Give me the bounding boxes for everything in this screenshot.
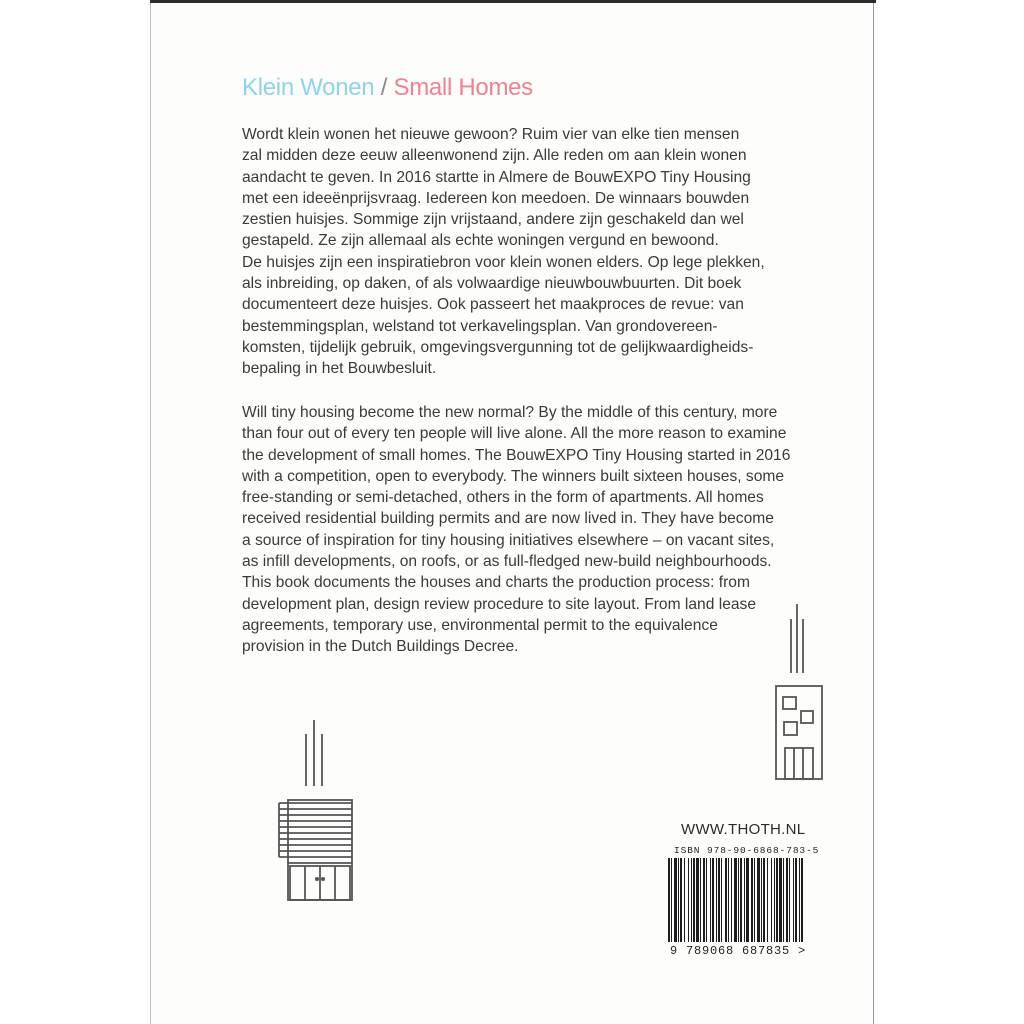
barcode-bar: [754, 858, 755, 942]
barcode-bar: [774, 858, 775, 942]
barcode-bar: [746, 858, 749, 942]
isbn-number: ISBN 978-90-6868-783-5: [674, 845, 820, 856]
barcode-bar: [688, 858, 689, 942]
barcode-bar: [740, 858, 742, 942]
barcode-bar: [684, 858, 685, 942]
text-line: bepaling in het Bouwbesluit.: [242, 360, 437, 378]
barcode-bar: [776, 858, 778, 942]
barcode-bar: [793, 858, 794, 942]
house-door: [785, 748, 813, 779]
barcode-bar: [678, 858, 679, 942]
barcode-bar: [691, 858, 692, 942]
barcode-bar: [718, 858, 720, 942]
house-window: [801, 711, 813, 723]
text-line: komsten, tijdelijk gebruik, omgevingsvergunning tot de gelijkwaardigheids-: [242, 338, 754, 356]
barcode-bar: [671, 858, 672, 942]
barcode: [668, 858, 808, 944]
text-line: with a competition, open to everybody. The winners built sixteen houses, some: [242, 467, 785, 485]
barcode-bar: [761, 858, 762, 942]
barcode-bar: [738, 858, 739, 942]
barcode-bar: [712, 858, 714, 942]
door-knob: [322, 878, 324, 880]
barcode-bar: [700, 858, 701, 942]
barcode-bar: [779, 858, 782, 942]
house-window: [783, 697, 796, 709]
publisher-website: WWW.THOTH.NL: [681, 821, 806, 838]
text-line: documenteert deze huisjes. Ook passeert het maakproces de revue: van: [242, 296, 744, 314]
barcode-bar: [771, 858, 772, 942]
barcode-bar: [757, 858, 760, 942]
text-line: zal midden deze eeuw alleenwonend zijn. Alle reden om aan klein wonen: [242, 147, 747, 165]
text-line: De huisjes zijn een inspiratiebron voor klein wonen elders. Op lege plekken,: [242, 253, 765, 271]
english-description: [242, 402, 842, 658]
text-line: than four out of every ten people will live alone. All the more reason to examine: [242, 425, 787, 443]
text-line: als inbreiding, op daken, of als volwaardige nieuwbouwbuurten. Dit boek: [242, 275, 742, 293]
barcode-bar: [696, 858, 699, 942]
text-line: zestien huisjes. Sommige zijn vrijstaand, andere zijn geschakeld dan wel: [242, 211, 744, 229]
text-line: agreements, temporary use, environmental permit to the equivalence: [242, 616, 718, 634]
barcode-bar: [795, 858, 797, 942]
barcode-bar: [721, 858, 722, 942]
title-separator: /: [380, 74, 388, 101]
door-knob: [316, 878, 318, 880]
text-line: aandacht te geven. In 2016 startte in Almere de BouwEXPO Tiny Housing: [242, 168, 751, 186]
barcode-bar: [763, 858, 765, 942]
barcode-bar: [680, 858, 682, 942]
barcode-bar: [789, 858, 790, 942]
barcode-bar: [731, 858, 732, 942]
barcode-bar: [751, 858, 753, 942]
text-line: This book documents the houses and charts the production process: from: [242, 574, 750, 592]
barcode-bar: [734, 858, 737, 942]
barcode-bar: [801, 858, 803, 942]
text-line: provision in the Dutch Buildings Decree.: [242, 638, 519, 656]
text-line: Wordt klein wonen het nieuwe gewoon? Ruim vier van elke tien mensen: [242, 126, 740, 143]
house-window: [784, 722, 797, 735]
dutch-description: [242, 124, 842, 380]
text-line: as infill developments, on roofs, or as full-fledged new-build neighbourhoods.: [242, 553, 772, 571]
tiny-house-tall-icon: [770, 600, 830, 785]
book-title: [242, 74, 533, 102]
barcode-digits: 9 789068 687835 >: [670, 944, 807, 958]
barcode-bar: [744, 858, 745, 942]
title-dutch: Klein Wonen: [242, 74, 375, 101]
top-edge-bar: [150, 0, 876, 3]
text-line: Will tiny housing become the new normal? By the middle of this century, more: [242, 404, 778, 421]
text-line: bestemmingsplan, welstand tot verkavelingsplan. Van grondovereen-: [242, 317, 718, 335]
text-line: free-standing or semi-detached, others in the form of apartments. All homes: [242, 489, 764, 507]
barcode-bar: [668, 858, 670, 942]
barcode-bar: [786, 858, 788, 942]
text-line: gestapeld. Ze zijn allemaal als echte woningen vergund en bewoond.: [242, 232, 719, 250]
text-line: received residential building permits and are now lived in. They have become: [242, 510, 774, 528]
barcode-bar: [799, 858, 800, 942]
barcode-bar: [674, 858, 677, 942]
title-english: Small Homes: [393, 74, 533, 101]
barcode-bar: [716, 858, 717, 942]
text-line: met een ideeënprijsvraag. Iedereen kon meedoen. De winnaars bouwden: [242, 189, 750, 207]
barcode-bar: [767, 858, 768, 942]
barcode-bar: [693, 858, 695, 942]
text-line: the development of small homes. The BouwEXPO Tiny Housing started in 2016: [242, 446, 791, 464]
barcode-bar: [706, 858, 707, 942]
barcode-bar: [725, 858, 727, 942]
barcode-bar: [710, 858, 711, 942]
barcode-bar: [703, 858, 705, 942]
text-line: a source of inspiration for tiny housing initiatives elsewhere – on vacant sites,: [242, 531, 775, 549]
tiny-house-wide-icon: [276, 716, 360, 904]
barcode-bar: [728, 858, 729, 942]
text-line: development plan, design review procedure to site layout. From land lease: [242, 595, 757, 613]
barcode-bar: [783, 858, 784, 942]
